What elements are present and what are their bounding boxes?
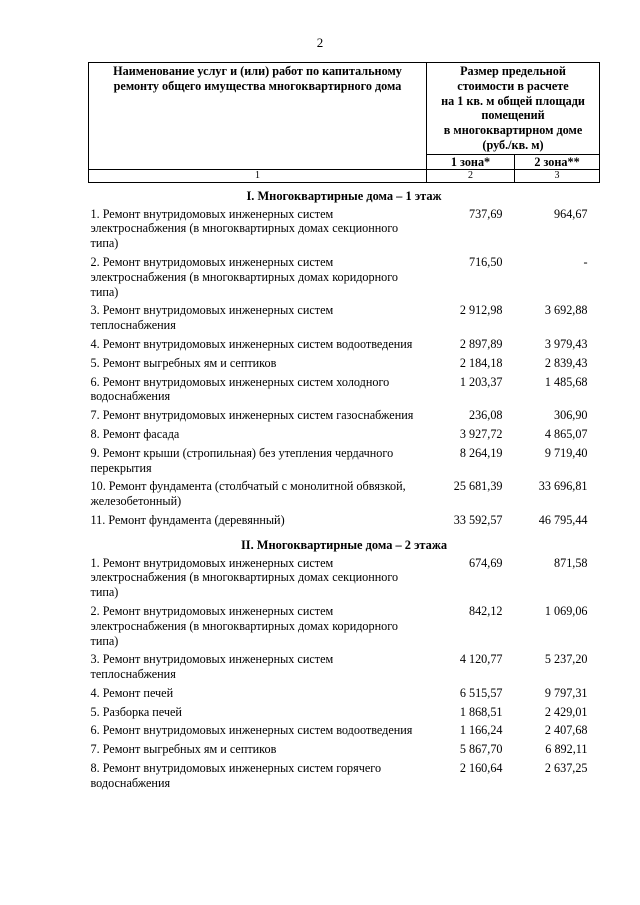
zone-1-cost-cell: 4 120,77 — [459, 652, 503, 667]
zone-2-cost-cell: 6 892,11 — [545, 742, 588, 757]
zone-1-cost-cell: 2 184,18 — [459, 355, 503, 370]
table-row — [89, 446, 600, 480]
table-row — [89, 723, 600, 742]
page-number: 2 — [316, 35, 324, 50]
table-row — [89, 604, 600, 652]
cost-table — [88, 62, 600, 795]
service-name-cell: 4. Ремонт печей — [90, 685, 174, 700]
zone-2-cost-cell: 2 407,68 — [544, 723, 588, 738]
zone-1-cost-cell: 25 681,39 — [453, 479, 503, 494]
zone-2-cost-cell: 2 839,43 — [544, 355, 588, 370]
zone-2-cost-cell: 46 795,44 — [538, 512, 588, 527]
zone-2-cost-cell: 3 979,43 — [544, 336, 588, 351]
column-number-2: 2 — [427, 169, 515, 182]
header-cost-line: Размер предельной — [460, 64, 566, 78]
header-cost-line: на 1 кв. м общей площади — [441, 93, 585, 108]
table-row — [89, 337, 600, 356]
service-name-cell: 3. Ремонт внутридомовых инженерных систем теплоснабжения — [90, 303, 334, 333]
service-name-cell: 4. Ремонт внутридомовых инженерных систем водоотведения — [90, 336, 413, 351]
zone-2-cost-cell: 9 719,40 — [544, 445, 588, 460]
service-name-cell: 1. Ремонт внутридомовых инженерных систем электроснабжения (в многоквартирных домах секционного типа) — [90, 555, 399, 600]
zone-2-cost-cell: 2 637,25 — [544, 761, 588, 776]
table-row — [89, 705, 600, 724]
zone-2-cost-cell: 33 696,81 — [538, 479, 588, 494]
header-service-name: Наименование услуг и (или) работ по капитальному ремонту общего имущества многоквартирного дома — [89, 63, 427, 170]
service-name-cell: 7. Ремонт внутридомовых инженерных систем газоснабжения — [90, 408, 414, 423]
service-name-cell: 11. Ремонт фундамента (деревянный) — [90, 512, 285, 527]
zone-1-cost-cell: 842,12 — [468, 603, 503, 618]
zone-1-cost-cell: 8 264,19 — [459, 445, 503, 460]
service-name-cell: 8. Ремонт фасада — [90, 426, 180, 441]
zone-1-cost-cell: 1 166,24 — [459, 723, 503, 738]
service-name-cell: 7. Ремонт выгребных ям и септиков — [90, 742, 277, 757]
service-name-cell: 9. Ремонт крыши (стропильная) без утепления чердачного перекрытия — [90, 445, 394, 475]
zone-1-cost-cell: 737,69 — [468, 206, 503, 221]
header-zone-1: 1 зона* — [427, 154, 515, 169]
table-row — [89, 761, 600, 795]
column-number-1: 1 — [89, 169, 427, 182]
zone-2-cost-cell: 5 237,20 — [544, 652, 588, 667]
zone-2-cost-cell: - — [583, 254, 588, 269]
zone-2-cost-cell: 4 865,07 — [544, 426, 588, 441]
table-row — [89, 479, 600, 513]
zone-1-cost-cell: 2 897,89 — [459, 336, 503, 351]
section-heading-row — [89, 182, 600, 206]
service-name-cell: 2. Ремонт внутридомовых инженерных систем электроснабжения (в многоквартирных домах коридорного типа) — [90, 603, 399, 648]
table-row — [89, 375, 600, 409]
table-row — [89, 207, 600, 255]
section-title: II. Многоквартирные дома – 2 этажа — [240, 537, 448, 552]
service-name-cell: 10. Ремонт фундамента (столбчатый с монолитной обвязкой, железобетонный) — [90, 479, 406, 509]
zone-1-cost-cell: 674,69 — [468, 555, 503, 570]
table-row — [89, 427, 600, 446]
table-body — [89, 182, 600, 794]
zone-1-cost-cell: 716,50 — [468, 254, 503, 269]
service-name-cell: 8. Ремонт внутридомовых инженерных систем горячего водоснабжения — [90, 761, 382, 790]
header-zone-2: 2 зона** — [515, 154, 600, 169]
zone-2-cost-cell: 871,58 — [554, 555, 588, 570]
zone-2-cost-cell: 1 485,68 — [544, 374, 588, 389]
service-name-cell: 6. Ремонт внутридомовых инженерных систем водоотведения — [90, 723, 413, 738]
zone-2-cost-cell: 306,90 — [554, 408, 588, 423]
header-cost-line: помещений — [481, 108, 545, 123]
header-cost-line: (руб./кв. м) — [482, 137, 544, 152]
service-name-cell: 2. Ремонт внутридомовых инженерных систем электроснабжения (в многоквартирных домах коридорного типа) — [90, 254, 399, 299]
zone-1-cost-cell: 33 592,57 — [453, 512, 503, 527]
zone-2-cost-cell: 3 692,88 — [544, 303, 588, 318]
zone-2-cost-cell: 9 797,31 — [544, 685, 588, 700]
table-row — [89, 513, 600, 532]
table-row — [89, 652, 600, 686]
zone-1-cost-cell: 1 203,37 — [459, 374, 503, 389]
table-row — [89, 303, 600, 337]
section-title: I. Многоквартирные дома – 1 этаж — [246, 188, 442, 203]
table-row — [89, 742, 600, 761]
zone-1-cost-cell: 2 912,98 — [459, 303, 503, 318]
table-row — [89, 408, 600, 427]
service-name-cell: 5. Ремонт выгребных ям и септиков — [90, 355, 277, 370]
table-row — [89, 255, 600, 303]
table-row — [89, 556, 600, 604]
zone-2-cost-cell: 1 069,06 — [544, 603, 588, 618]
zone-1-cost-cell: 2 160,64 — [459, 761, 503, 776]
service-name-cell: 5. Разборка печей — [90, 704, 182, 719]
section-heading-row — [89, 532, 600, 556]
zone-1-cost-cell: 1 868,51 — [459, 704, 503, 719]
service-name-cell: 1. Ремонт внутридомовых инженерных систем электроснабжения (в многоквартирных домах секционного типа) — [90, 206, 399, 251]
table-row — [89, 356, 600, 375]
table-row — [89, 686, 600, 705]
zone-1-cost-cell: 3 927,72 — [459, 426, 503, 441]
service-name-cell: 6. Ремонт внутридомовых инженерных систем холодного водоснабжения — [90, 374, 390, 404]
header-cost-limit — [427, 63, 600, 155]
zone-2-cost-cell: 2 429,01 — [544, 704, 588, 719]
header-cost-line: в многоквартирном доме — [443, 123, 583, 138]
header-cost-line: стоимости в расчете — [457, 78, 569, 93]
zone-1-cost-cell: 5 867,70 — [459, 742, 503, 757]
zone-1-cost-cell: 236,08 — [468, 408, 503, 423]
service-name-cell: 3. Ремонт внутридомовых инженерных систем теплоснабжения — [90, 652, 334, 682]
column-number-3: 3 — [515, 169, 600, 182]
zone-2-cost-cell: 964,67 — [554, 206, 588, 221]
zone-1-cost-cell: 6 515,57 — [459, 685, 503, 700]
